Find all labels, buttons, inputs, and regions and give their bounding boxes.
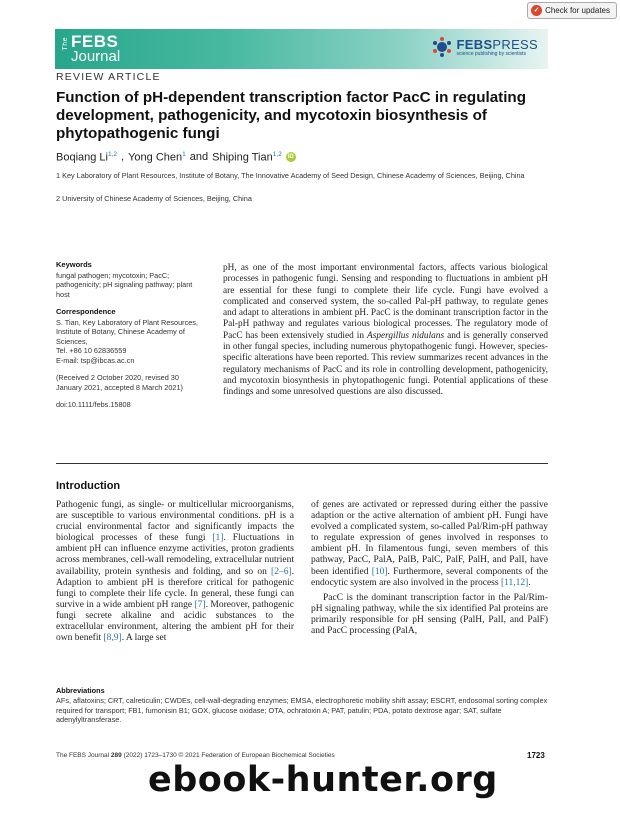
- press-name: [457, 37, 538, 52]
- citation-link[interactable]: [11,12]: [500, 577, 529, 588]
- citation-link[interactable]: [1]: [212, 533, 224, 544]
- press-tagline: science publishing by scientists: [456, 51, 527, 57]
- author-name[interactable]: Boqiang Li$^{1,2}$: [56, 151, 118, 164]
- footer-citation: The FEBS Journal 289 (2022) 1723–1730 © 2021 Federation of European Biochemical Societies: [56, 752, 335, 759]
- introduction-column-1: [56, 500, 294, 644]
- section-divider: [56, 463, 548, 464]
- check-for-updates-button[interactable]: [527, 2, 617, 19]
- author-and: and: [189, 151, 209, 164]
- paragraph: Pathogenic fungi, as single- or multicellular microorganisms, are susceptible to various environmental conditions. pH is a crucial environmental factor and significantly impacts the biological processes of these fungi [1]. Fluctuations in ambient pH can influence enzyme activities, proton gradients across membranes, cell-wall remodeling, extracellular nutrient availability, protein synthesis and folding, and so on [2–6]. Adaption to ambient pH is therefore critical for pathogenic fungi to complete their life cycle. In general, these fungi can survive in a wide ambient pH range [7]. Moreover, pathogenic fungi secrete alkaline and acidic substances to the extracellular environment, altering the ambient pH for their own benefit [8,9]. A large set: [56, 500, 294, 644]
- correspondence-line: S. Tian, Key Laboratory of Plant Resources, Institute of Botany, Chinese Academy of Sciences,: [56, 317, 198, 346]
- affiliation: 1 Key Laboratory of Plant Resources, Institute of Botany, The Innovative Academy of Seed Design, Chinese Academy of Sciences, Beijing, China: [56, 171, 525, 180]
- press-name-press: PRESS: [492, 37, 538, 52]
- watermark: ebook-hunter.org: [148, 760, 498, 800]
- author-name[interactable]: Shiping Tian$^{1,2}$: [212, 151, 282, 164]
- author-name[interactable]: Yong Chen$^1$: [128, 151, 186, 164]
- paragraph: PacC is the dominant transcription factor in the Pal/Rim-pH signaling pathway, while the six identified Pal proteins are primarily responsible for pH sensing (PalH, PalI, and PalF) and PacC processing (PalA,: [311, 592, 548, 637]
- abbreviations: [56, 686, 548, 725]
- check-updates-icon: ✓: [531, 5, 542, 16]
- orcid-icon[interactable]: iD: [287, 154, 294, 161]
- article-title: Function of pH-dependent transcription factor PacC in regulating development, pathogenicity, and mycotoxin biosynthesis of phytopathogenic fungi: [56, 89, 526, 142]
- febs-press-emblem-icon: [431, 36, 453, 58]
- correspondence-heading: Correspondence: [56, 307, 116, 316]
- introduction-column-2: [311, 500, 548, 637]
- logo-journal: Journal: [71, 48, 121, 65]
- article-metadata: [56, 260, 206, 418]
- logo-febs: FEBS: [71, 32, 119, 51]
- correspondence-line: Tel. +86 10 62836559: [56, 346, 127, 355]
- received-dates: (Received 2 October 2020, revised 30 January 2021, accepted 8 March 2021): [56, 373, 183, 392]
- abbreviations-text: AFs, aflatoxins; CRT, calreticulin; CWDEs, cell-wall-degrading enzymes; EMSA, electrophoretic mobility shift assay; ESCRT, endosomal sorting complex required for transport; FB1, fumonisin B1; GOX, glucose oxidase; OTA, ochratoxin A; PAT, patulin; PDA, potato dextrose agar; SAT, sulfate adenylyltransferase.: [56, 695, 548, 725]
- author-list: Boqiang Li$^{1,2}$ , Yong Chen$^1$ and Shiping Tian$^{1,2}$ iD: [56, 151, 294, 164]
- keywords-heading: Keywords: [56, 260, 92, 269]
- introduction-heading: Introduction: [56, 480, 121, 492]
- paragraph: of genes are activated or repressed during either the passive adaption or the active alternation of ambient pH. Fungi have evolved a complicated system, so-called Pal/Rim-pH pathway to regulate expression of genes involved in responses to ambient pH. In filamentous fungi, seven members of this pathway, PacC, PalA, PalB, PalC, PalF, PalH, and PalI, have been identified [10]. Furthermore, several components of the endocytic system are also involved in the process [11,12].: [311, 500, 548, 588]
- citation-link[interactable]: [7]: [194, 599, 206, 610]
- page-number: 1723: [527, 751, 545, 760]
- species-name: Aspergillus nidulans: [367, 330, 445, 341]
- check-for-updates-label: Check for updates: [545, 6, 610, 15]
- doi-link[interactable]: doi:10.1111/febs.15808: [56, 400, 131, 409]
- citation-link[interactable]: [2–6]: [271, 566, 292, 577]
- citation-link[interactable]: [8,9]: [103, 633, 122, 644]
- press-name-febs: FEBS: [456, 37, 493, 52]
- affiliation: 2 University of Chinese Academy of Sciences, Beijing, China: [56, 194, 252, 203]
- abbreviations-heading: Abbreviations: [56, 686, 105, 695]
- article-type: REVIEW ARTICLE: [56, 71, 161, 83]
- correspondence-email[interactable]: E-mail: tsp@ibcas.ac.cn: [56, 355, 135, 365]
- citation-link[interactable]: [10]: [371, 566, 388, 577]
- logo-the: The: [62, 37, 69, 51]
- febs-press-logo: [431, 36, 538, 58]
- abstract: pH, as one of the most important environmental factors, affects various biological processes in pathogenic fungi. Sensing and responding to fluctuations in ambient pH are essential for these fungi to complete their life cycle. Fungi have evolved a complicated and conserved system, the so-called Pal-pH pathway, to regulate genes and adapt to alterations in ambient pH. PacC is the dominant transcription factor in the Pal-pH pathway and regulates various biological processes. The regulatory mode of PacC has been extensively studied in Aspergillus nidulans and is generally conserved in other fungal species, including numerous phytopathogenic fungi. However, species-specific alterations have been reported. This review summarizes recent advances in the regulatory mechanisms of PacC and its role in controlling development, pathogenicity, and mycotoxin biosynthesis in phytopathogenic fungi. Potential applications of these findings and some unresolved questions are also discussed.: [223, 263, 548, 398]
- keywords-text: fungal pathogen; mycotoxin; PacC; pathogenicity; pH signaling pathway; plant host: [56, 270, 193, 299]
